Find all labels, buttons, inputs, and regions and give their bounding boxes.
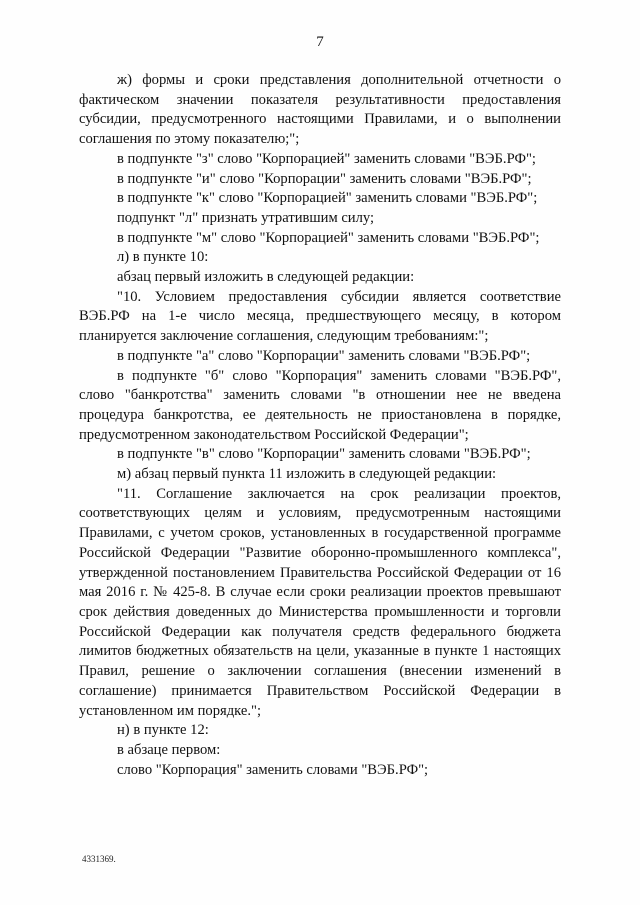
paragraph: в подпункте "и" слово "Корпорации" заменить словами "ВЭБ.РФ"; xyxy=(117,170,532,187)
paragraph: "11. Соглашение заключается на срок реализации проектов, соответствующих целям и условиям, предусмотренным настоящими Правилами, с учетом сроков, установленных в государственной программе Российской Федерации "Развитие оборонно-промышленного комплекса", утвержденной постановлением Правительства Российской Федерации от 16 мая 2016 г. № 425-8. В случае если сроки реализации проектов превышают срок действия доведенных до Министерства промышленности и торговли Российской Федерации как получателя средств федерального бюджета лимитов бюджетных обязательств на цели, указанные в пункте 1 настоящих Правил, решение о заключении соглашения (внесении изменений в соглашение) принимается Правительством Российской Федерации в установленном им порядке."; xyxy=(79,485,561,719)
paragraph: ж) формы и сроки представления дополнительной отчетности о фактическом значении показателя результативности предоставления субсидии, предусмотренного настоящими Правилами, и о выполнении соглашения по этому показателю;"; xyxy=(79,72,561,148)
document-code: 4331369. xyxy=(82,854,116,864)
paragraph: в абзаце первом: xyxy=(117,741,221,758)
page-number: 7 xyxy=(316,34,324,50)
paragraph: в подпункте "к" слово "Корпорацией" заменить словами "ВЭБ.РФ"; xyxy=(117,190,538,207)
paragraph: абзац первый изложить в следующей редакции: xyxy=(117,269,415,286)
paragraph: слово "Корпорация" заменить словами "ВЭБ.РФ"; xyxy=(117,761,429,778)
paragraph: в подпункте "м" слово "Корпорацией" заменить словами "ВЭБ.РФ"; xyxy=(117,229,540,246)
paragraph: "10. Условием предоставления субсидии является соответствие ВЭБ.РФ на 1-е число месяца, предшествующего месяцу, в котором планируется заключение соглашения, следующим требованиям:"; xyxy=(79,288,561,345)
paragraph: м) абзац первый пункта 11 изложить в следующей редакции: xyxy=(117,466,497,483)
paragraph: в подпункте "в" слово "Корпорации" заменить словами "ВЭБ.РФ"; xyxy=(117,446,531,463)
paragraph: в подпункте "б" слово "Корпорация" заменить словами "ВЭБ.РФ", слово "банкротства" заменить словами "в отношении нее не введена процедура банкротства, ее деятельность не приостановлена в порядке, предусмотренном законодательством Российской Федерации"; xyxy=(79,367,561,443)
paragraph: подпункт "л" признать утратившим силу; xyxy=(117,209,375,226)
paragraph: в подпункте "а" слово "Корпорации" заменить словами "ВЭБ.РФ"; xyxy=(117,347,531,364)
paragraph: л) в пункте 10: xyxy=(117,249,209,266)
paragraph: н) в пункте 12: xyxy=(117,722,209,739)
paragraph: в подпункте "з" слово "Корпорацией" заменить словами "ВЭБ.РФ"; xyxy=(117,150,536,167)
document-body xyxy=(79,71,561,780)
